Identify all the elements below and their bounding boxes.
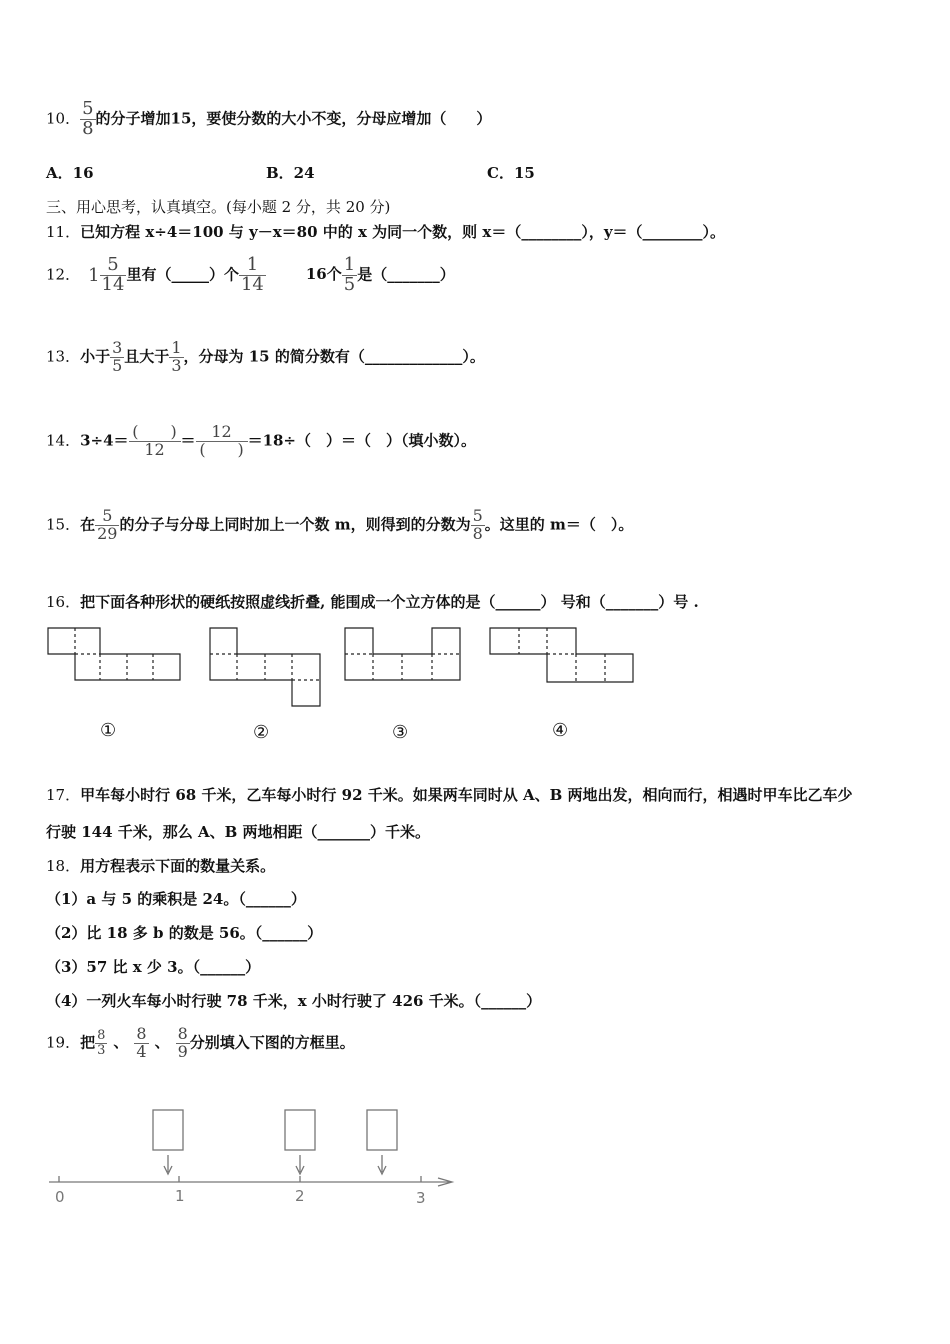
q12-text-3: 是（_______） xyxy=(357,265,455,284)
fraction-numerator: 12 xyxy=(211,422,232,441)
q15-fraction-1 xyxy=(95,508,119,543)
q14-fraction-2 xyxy=(196,424,248,459)
fraction-denominator: 12 xyxy=(129,441,181,459)
q11-text: 已知方程 x÷4＝100 与 y－x＝80 中的 x 为同一个数，则 x＝（________），y＝（________）。 xyxy=(80,223,726,241)
answer-box-1[interactable] xyxy=(153,1110,183,1150)
q13-fraction-2 xyxy=(169,340,183,375)
q12-text-2: 16个 xyxy=(305,265,342,284)
fraction-denominator: 8 xyxy=(472,523,483,543)
q13-fraction-1 xyxy=(110,340,124,375)
answer-box-3[interactable] xyxy=(367,1110,397,1150)
tick-label-0: 0 xyxy=(55,1188,65,1206)
tick-label-2: 2 xyxy=(295,1187,305,1205)
net-3-label: ③ xyxy=(392,722,409,743)
q12-whole: 1 xyxy=(88,264,100,286)
fraction-denominator: 29 xyxy=(97,523,118,543)
q17-line-1 xyxy=(46,784,853,805)
fraction-numerator: 8 xyxy=(97,1028,106,1044)
tick-label-3: 3 xyxy=(416,1189,426,1207)
fraction-denominator: 4 xyxy=(136,1041,147,1061)
q12-line xyxy=(46,256,455,295)
pointer-arrow-3 xyxy=(378,1155,386,1174)
q19-fraction-1 xyxy=(95,1029,107,1057)
q13-text-1: 小于 xyxy=(80,347,111,366)
q17-line-2: 行驶 144 千米，那么 A、B 两地相距（_______）千米。 xyxy=(46,823,431,841)
q14-line xyxy=(46,424,476,459)
q18-item-4: （4）一列火车每小时行驶 78 千米，x 小时行驶了 426 千米。（______） xyxy=(46,992,542,1010)
q18-number: 18． xyxy=(46,857,81,875)
q14-equals: ＝ xyxy=(180,431,196,450)
fraction-numerator: 5 xyxy=(107,254,119,275)
q12-number: 12． xyxy=(46,265,81,284)
q19-fraction-2 xyxy=(134,1026,148,1061)
q15-fraction-2 xyxy=(471,508,485,543)
q18-item-3: （3）57 比 x 少 3。（______） xyxy=(46,958,261,976)
fraction-numerator: 8 xyxy=(177,1024,188,1043)
q13-text-3: ，分母为 15 的简分数有（_____________）。 xyxy=(183,347,485,366)
q13-number: 13． xyxy=(46,347,81,366)
net-2-label: ② xyxy=(253,722,270,743)
fraction-numerator: 1 xyxy=(246,254,259,275)
net-4 xyxy=(490,628,633,682)
q16-number: 16． xyxy=(46,593,81,611)
answer-box-2[interactable] xyxy=(285,1110,315,1150)
q15-number: 15． xyxy=(46,515,81,534)
q16-line xyxy=(46,591,699,612)
q11-number: 11． xyxy=(46,223,81,241)
net-2 xyxy=(210,628,320,706)
q18-line xyxy=(46,855,275,876)
net-1-label: ① xyxy=(100,720,117,741)
q15-text-2: 的分子与分母上同时加上一个数 m，则得到的分数为 xyxy=(119,515,471,534)
fraction-denominator: 9 xyxy=(177,1041,188,1061)
q10-text: 的分子增加15，要使分数的大小不变，分母应增加（ ） xyxy=(95,109,492,128)
fraction-denominator: 5 xyxy=(112,355,123,375)
fraction-denominator: 3 xyxy=(97,1042,106,1058)
fraction-numerator: 5 xyxy=(102,506,113,525)
fraction-denominator: 8 xyxy=(82,117,94,139)
fraction-numerator: 1 xyxy=(343,254,356,275)
q14-number: 14． xyxy=(46,431,81,450)
q14-fraction-1 xyxy=(129,424,181,459)
fraction-numerator: 8 xyxy=(136,1024,147,1043)
q19-text-2: 分别填入下图的方框里。 xyxy=(189,1033,355,1052)
q18-item-1: （1）a 与 5 的乘积是 24。（______） xyxy=(46,890,306,908)
fraction-denominator: 5 xyxy=(343,273,356,295)
section3-title: 三、用心思考，认真填空。(每小题 2 分，共 20 分) xyxy=(46,198,391,216)
q19-text-1: 把 xyxy=(80,1033,96,1052)
cube-nets-figure xyxy=(40,620,690,720)
q10-line xyxy=(46,100,491,139)
q10-option-a: A．16 xyxy=(46,164,94,182)
q12-fraction-3 xyxy=(342,256,357,295)
q10-option-c: C．15 xyxy=(487,164,535,182)
net-3 xyxy=(345,628,460,680)
q10-number: 10． xyxy=(46,109,81,128)
net-4-label: ④ xyxy=(552,720,569,741)
fraction-denominator: ( ) xyxy=(196,441,248,459)
fraction-numerator: 5 xyxy=(82,98,94,119)
net-1 xyxy=(48,628,180,680)
pointer-arrow-2 xyxy=(296,1155,304,1174)
q19-number: 19． xyxy=(46,1033,81,1052)
q14-text-1: 3÷4＝ xyxy=(80,431,129,450)
q17-text-1: 甲车每小时行 68 千米，乙车每小时行 92 千米。如果两车同时从 A、B 两地出发，相向而行，相遇时甲车比乙车少 xyxy=(80,786,853,804)
q12-fraction-1 xyxy=(100,256,127,295)
q15-text-1: 在 xyxy=(80,515,96,534)
q14-text-2: ＝18÷（ ）＝（ ）（填小数）。 xyxy=(247,431,477,450)
q19-sep-2: 、 xyxy=(154,1033,170,1052)
fraction-numerator: 3 xyxy=(112,338,123,357)
number-line-figure xyxy=(45,1100,465,1210)
q10-fraction xyxy=(80,100,95,139)
q17-number: 17． xyxy=(46,786,81,804)
q12-text-1: 里有（_____）个 xyxy=(126,265,239,284)
pointer-arrow-1 xyxy=(164,1155,172,1174)
q13-line xyxy=(46,340,485,375)
fraction-denominator: 14 xyxy=(240,273,264,295)
q16-text: 把下面各种形状的硬纸按照虚线折叠, 能围成一个立方体的是（______） 号和（_______）号 . xyxy=(80,593,699,611)
fraction-numerator: 1 xyxy=(171,338,182,357)
fraction-numerator: ( ) xyxy=(132,422,177,441)
q15-text-3: 。这里的 m＝（ ）。 xyxy=(484,515,634,534)
q15-line xyxy=(46,508,633,543)
fraction-numerator: 5 xyxy=(472,506,483,525)
fraction-denominator: 14 xyxy=(101,273,125,295)
q13-text-2: 且大于 xyxy=(124,347,170,366)
q19-sep-1: 、 xyxy=(113,1033,129,1052)
q18-text: 用方程表示下面的数量关系。 xyxy=(80,857,276,875)
q11-line xyxy=(46,221,725,242)
q19-fraction-3 xyxy=(176,1026,190,1061)
q10-option-b: B．24 xyxy=(266,164,315,182)
q18-item-2: （2）比 18 多 b 的数是 56。（______） xyxy=(46,924,323,942)
tick-label-1: 1 xyxy=(175,1187,185,1205)
q19-line xyxy=(46,1026,355,1061)
fraction-denominator: 3 xyxy=(171,355,182,375)
q12-fraction-2 xyxy=(239,256,266,295)
